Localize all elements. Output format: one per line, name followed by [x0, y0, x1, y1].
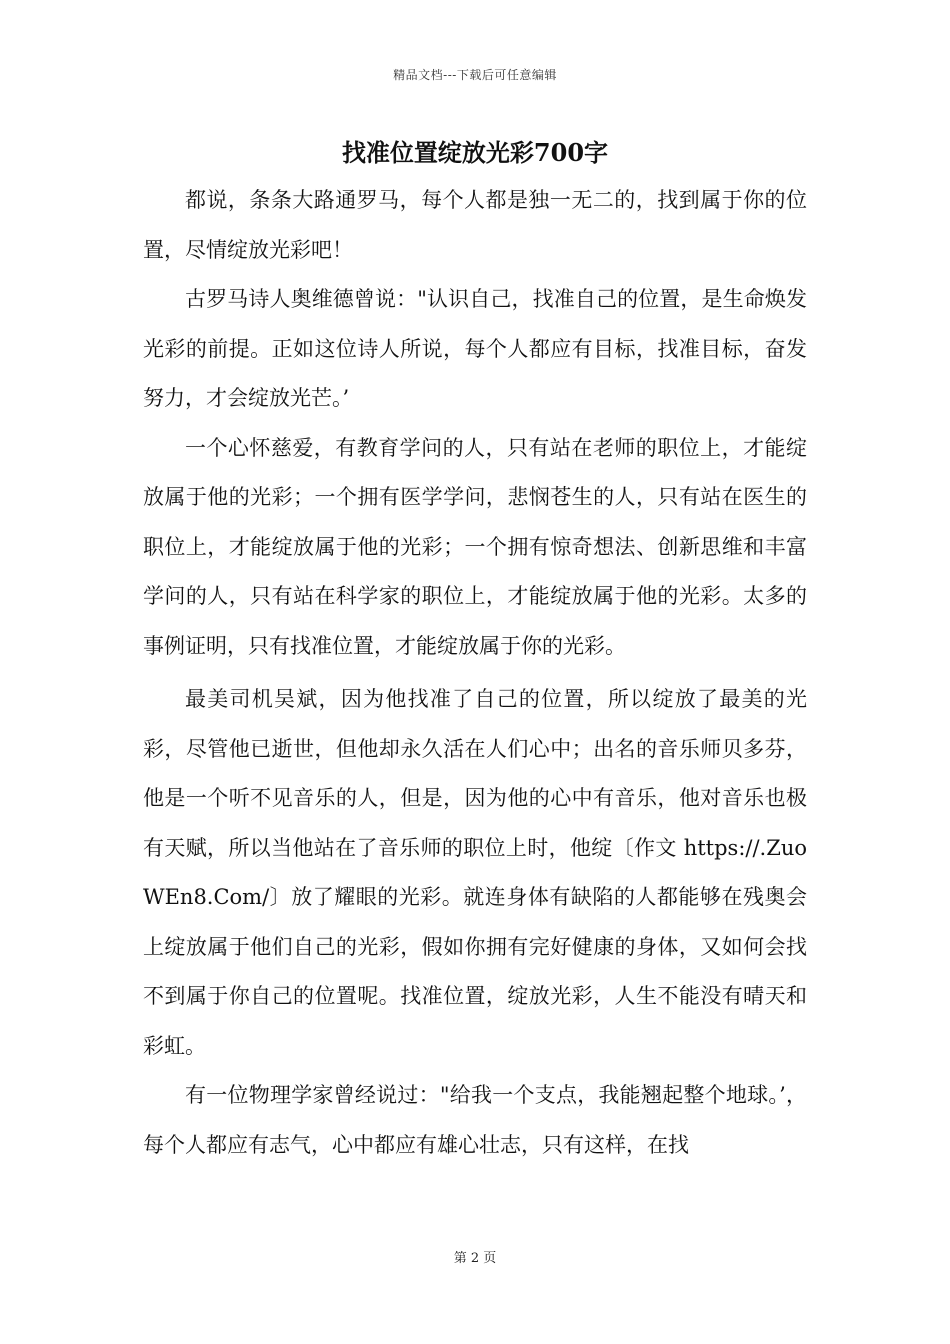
paragraph-3: 一个心怀慈爱，有教育学问的人，只有站在老师的职位上，才能绽放属于他的光彩；一个拥有医学学问，悲悯苍生的人，只有站在医生的职位上，才能绽放属于他的光彩；一个拥有惊奇想法、创新思维和丰富学问的人，只有站在科学家的职位上，才能绽放属于他的光彩。太多的事例证明，只有找准位置，才能绽放属于你的光彩。: [143, 435, 807, 658]
paragraph-1: 都说，条条大路通罗马，每个人都是独一无二的，找到属于你的位置，尽情绽放光彩吧！: [143, 188, 807, 262]
page-header: 精品文档---下载后可任意编辑: [393, 68, 557, 82]
document-body: [143, 176, 807, 1170]
paragraph-4: 最美司机吴斌，因为他找准了自己的位置，所以绽放了最美的光彩，尽管他已逝世，但他却永久活在人们心中；出名的音乐师贝多芬，他是一个听不见音乐的人，但是，因为他的心中有音乐，他对音乐也极有天赋，所以当他站在了音乐师的职位上时，他绽〔作文 https://.ZuoWEn8.Com/〕放了耀眼的光彩。就连身体有缺陷的人都能够在残奥会上绽放属于他们自己的光彩，假如你拥有完好健康的身体，又如何会找不到属于你自己的位置呢。找准位置，绽放光彩，人生不能没有晴天和彩虹。: [143, 687, 807, 1058]
paragraph-5: 有一位物理学家曾经说过："给我一个支点，我能翘起整个地球。’，每个人都应有志气，心中都应有雄心壮志，只有这样，在找: [143, 1083, 807, 1157]
page-number: 第 2 页: [453, 1251, 497, 1266]
document-title: 找准位置绽放光彩700字: [341, 138, 609, 167]
paragraph-2: 古罗马诗人奥维德曾说："认识自己，找准自己的位置，是生命焕发光彩的前提。正如这位诗人所说，每个人都应有目标，找准目标，奋发努力，才会绽放光芒。’: [143, 287, 807, 410]
